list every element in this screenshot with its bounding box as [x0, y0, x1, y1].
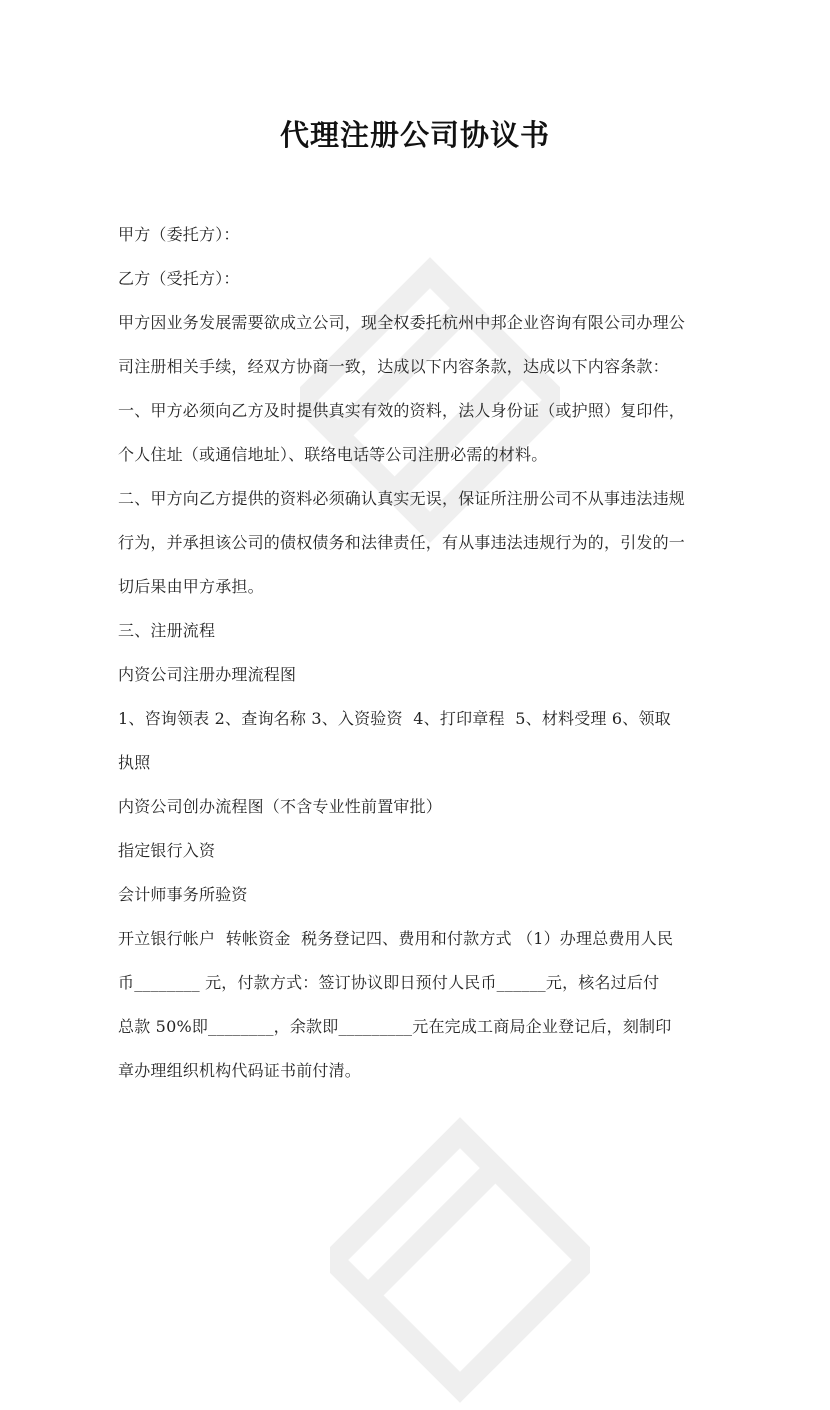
clause-1-line: 一、甲方必须向乙方及时提供真实有效的资料，法人身份证（或护照）复印件，: [118, 401, 686, 420]
process-steps-line: 执照: [118, 753, 151, 772]
clause-1-line: 个人住址（或通信地址）、联络电话等公司注册必需的材料。: [118, 445, 548, 464]
intro-paragraph-line: 甲方因业务发展需要欲成立公司，现全权委托杭州中邦企业咨询有限公司办理公: [118, 313, 686, 332]
watermark-logo-icon-bottom: [330, 1110, 590, 1410]
process-steps-line: 1、咨询领表 2、查询名称 3、入资验资 4、打印章程 5、材料受理 6、领取: [118, 709, 671, 728]
clause-2-line: 行为，并承担该公司的债权债务和法律责任，有从事违法违规行为的，引发的一: [118, 533, 686, 552]
section-3-heading: 三、注册流程: [118, 621, 216, 640]
startup-flow-heading: 内资公司创办流程图（不含专业性前置审批）: [118, 797, 443, 816]
fees-paragraph-line: 币________ 元，付款方式：签订协议即日预付人民币______元，核名过后付: [118, 973, 660, 992]
clause-2-line: 二、甲方向乙方提供的资料必须确认真实无误，保证所注册公司不从事违法违规: [118, 489, 686, 508]
intro-paragraph-line: 司注册相关手续，经双方协商一致，达成以下内容条款，达成以下内容条款：: [118, 357, 669, 376]
flow-step-line: 会计师事务所验资: [118, 885, 248, 904]
clause-2-line: 切后果由甲方承担。: [118, 577, 264, 596]
fees-paragraph-line: 总款 50%即________，余款即_________元在完成工商局企业登记后，刻制印: [118, 1017, 672, 1036]
party-b-line: 乙方（受托方）：: [118, 269, 240, 288]
flow-step-line: 指定银行入资: [118, 841, 216, 860]
document-title: 代理注册公司协议书: [279, 118, 550, 152]
flowchart-heading: 内资公司注册办理流程图: [118, 665, 297, 684]
party-a-line: 甲方（委托方）：: [118, 225, 240, 244]
fees-paragraph-line: 开立银行帐户 转帐资金 税务登记四、费用和付款方式 （1）办理总费用人民: [118, 929, 674, 948]
fees-paragraph-line: 章办理组织机构代码证书前付清。: [118, 1061, 362, 1080]
